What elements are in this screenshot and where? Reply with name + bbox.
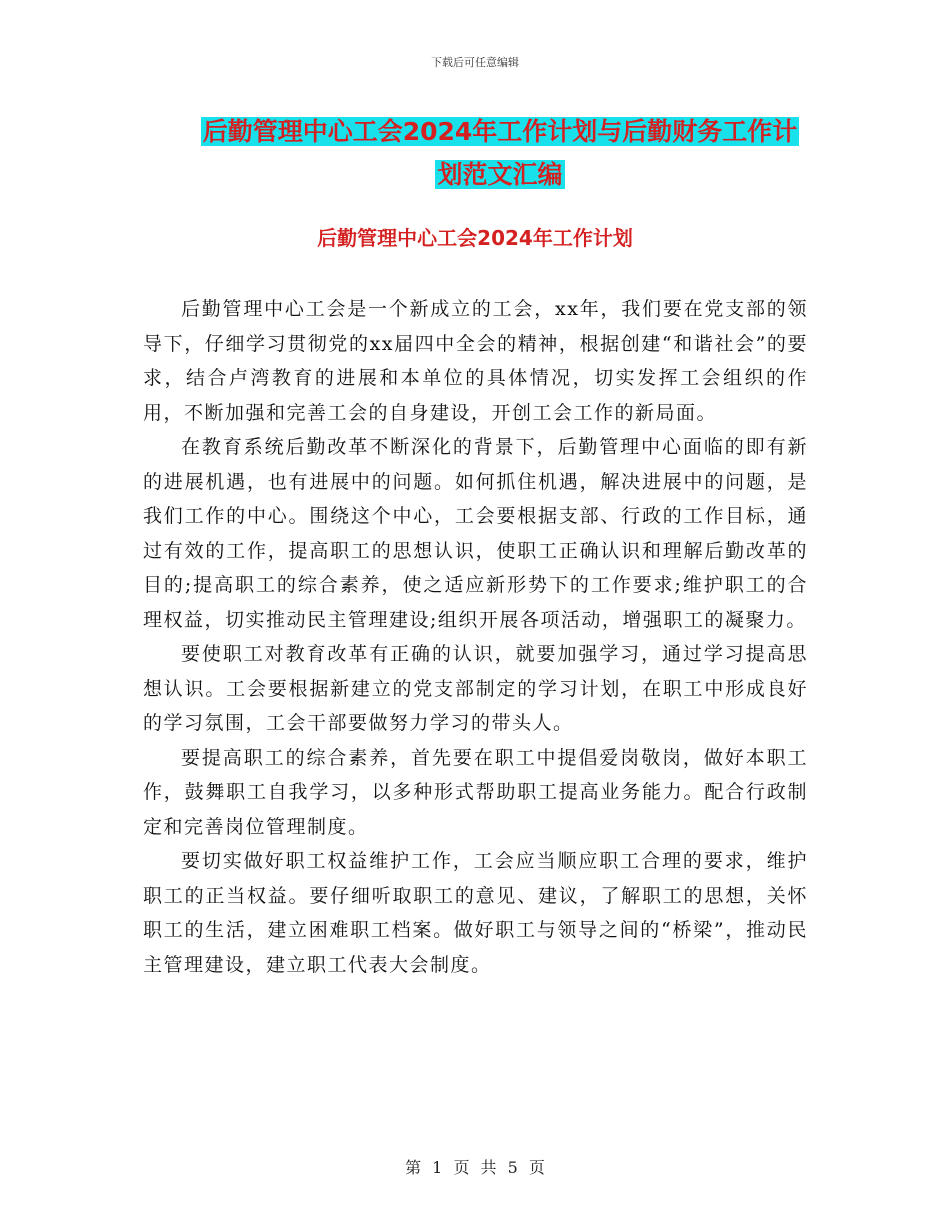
document-title-line-2: 划范文汇编 bbox=[437, 160, 563, 189]
paragraph: 在教育系统后勤改革不断深化的背景下，后勤管理中心面临的即有新的进展机遇，也有进展中的问题。如何抓住机遇，解决进展中的问题，是我们工作的中心。围绕这个中心，工会要根据支部、行政的工作目标，通过有效的工作，提高职工的思想认识，使职工正确认识和理解后勤改革的目的;提高职工的综合素养，使之适应新形势下的工作要求;维护职工的合理权益，切实推动民主管理建设;组织开展各项活动，增强职工的凝聚力。 bbox=[143, 436, 808, 631]
header-note: 下载后可任意编辑 bbox=[431, 56, 519, 69]
paragraph: 要切实做好职工权益维护工作，工会应当顺应职工合理的要求，维护职工的正当权益。要仔细听取职工的意见、建议，了解职工的思想，关怀职工的生活，建立困难职工档案。做好职工与领导之间的“桥梁”，推动民主管理建设，建立职工代表大会制度。 bbox=[143, 850, 808, 976]
paragraph: 要提高职工的综合素养，首先要在职工中提倡爱岗敬岗，做好本职工作，鼓舞职工自我学习，以多种形式帮助职工提高业务能力。配合行政制定和完善岗位管理制度。 bbox=[143, 746, 808, 838]
section-title: 后勤管理中心工会2024年工作计划 bbox=[317, 226, 633, 250]
document-title bbox=[140, 110, 860, 196]
paragraph: 后勤管理中心工会是一个新成立的工会，xx年，我们要在党支部的领导下，仔细学习贯彻党的xx届四中全会的精神，根据创建“和谐社会”的要求，结合卢湾教育的进展和本单位的具体情况，切实发挥工会组织的作用，不断加强和完善工会的自身建设，开创工会工作的新局面。 bbox=[143, 298, 808, 424]
document-body bbox=[143, 292, 808, 982]
document-title-line-1: 后勤管理中心工会2024年工作计划与后勤财务工作计 bbox=[202, 117, 798, 146]
paragraph: 要使职工对教育改革有正确的认识，就要加强学习，通过学习提高思想认识。工会要根据新建立的党支部制定的学习计划，在职工中形成良好的学习氛围，工会干部要做努力学习的带头人。 bbox=[143, 643, 808, 734]
page-number: 第 1 页 共 5 页 bbox=[405, 1158, 545, 1177]
